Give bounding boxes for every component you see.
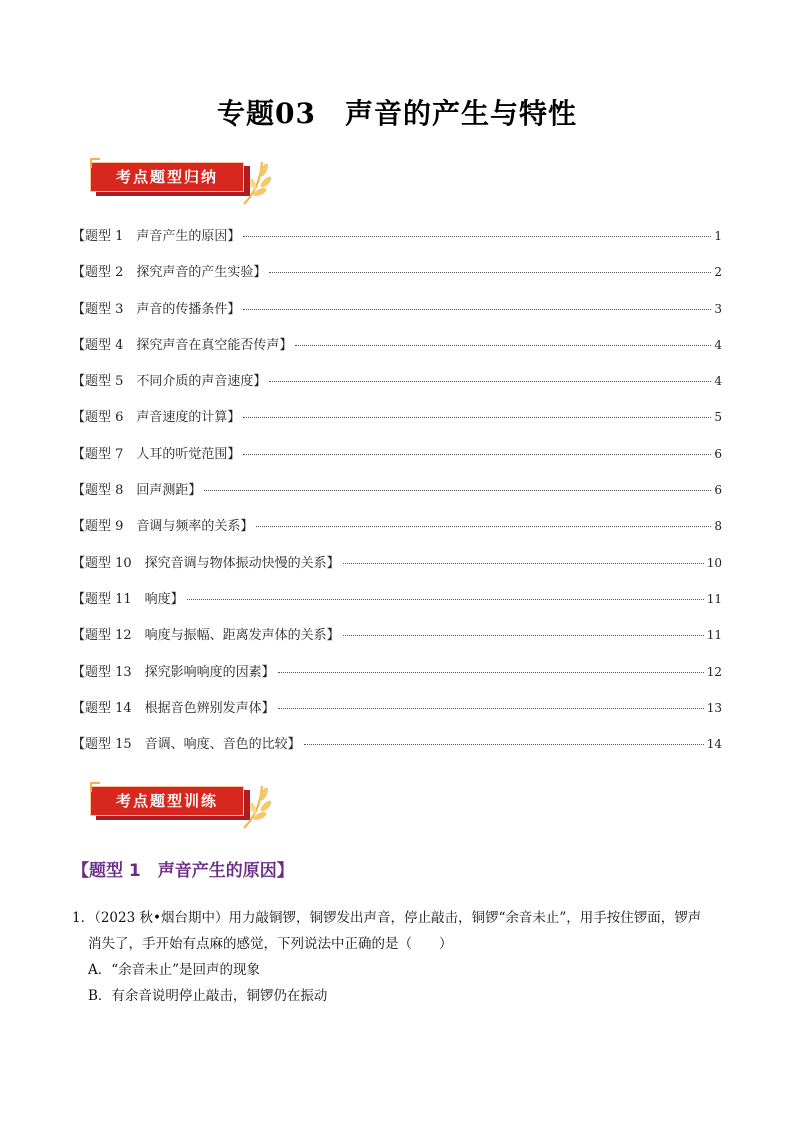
toc-item[interactable]: 【题型 8 回声测距】 6 [72,483,722,499]
toc-item[interactable]: 【题型 9 音调与频率的关系】 8 [72,519,722,535]
question-text-continued: 消失了，手开始有点麻的感觉，下列说法中正确的是（ ） [88,936,453,952]
toc-item[interactable]: 【题型 13 探究影响响度的因素】 12 [72,664,722,680]
summary-banner-label: 考点题型归纳 [90,162,244,192]
toc-item[interactable]: 【题型 4 探究声音在真空能否传声】 4 [72,337,722,353]
section-heading: 【题型 1 声音产生的原因】 [72,861,294,881]
toc-item[interactable]: 【题型 7 人耳的听觉范围】 6 [72,446,722,462]
summary-banner [90,158,280,208]
toc-item[interactable]: 【题型 5 不同介质的声音速度】 4 [72,374,722,390]
question-1 [72,905,722,1009]
toc-item[interactable]: 【题型 11 响度】 11 [72,591,722,607]
banner-corner-ornament [90,158,100,168]
leaf-ornament-icon [240,782,280,832]
training-banner-label: 考点题型训练 [90,786,244,816]
option-a[interactable]: A．“余音未止”是回声的现象 [88,962,261,978]
toc-item[interactable]: 【题型 15 音调、响度、音色的比较】 14 [72,737,722,753]
leaf-ornament-icon [240,158,280,208]
question-text: 1．（2023 秋•烟台期中）用力敲铜锣，铜锣发出声音，停止敲击，铜锣“余音未止”，用手按住锣面，锣声 [72,910,702,926]
table-of-contents [72,225,722,769]
option-b[interactable]: B．有余音说明停止敲击，铜锣仍在振动 [88,988,328,1004]
training-banner [90,782,280,832]
toc-item[interactable]: 【题型 2 探究声音的产生实验】 2 [72,265,722,281]
page-title: 专题03 声音的产生与特性 [217,97,577,130]
toc-item[interactable]: 【题型 1 声音产生的原因】 1 [72,229,722,244]
banner-corner-ornament [90,782,100,792]
toc-item[interactable]: 【题型 6 声音速度的计算】 5 [72,410,722,426]
toc-item[interactable]: 【题型 10 探究音调与物体振动快慢的关系】 10 [72,555,722,571]
toc-item[interactable]: 【题型 12 响度与振幅、距离发声体的关系】 11 [72,628,722,644]
toc-item[interactable]: 【题型 3 声音的传播条件】 3 [72,301,722,317]
toc-item[interactable]: 【题型 14 根据音色辨别发声体】 13 [72,700,722,716]
